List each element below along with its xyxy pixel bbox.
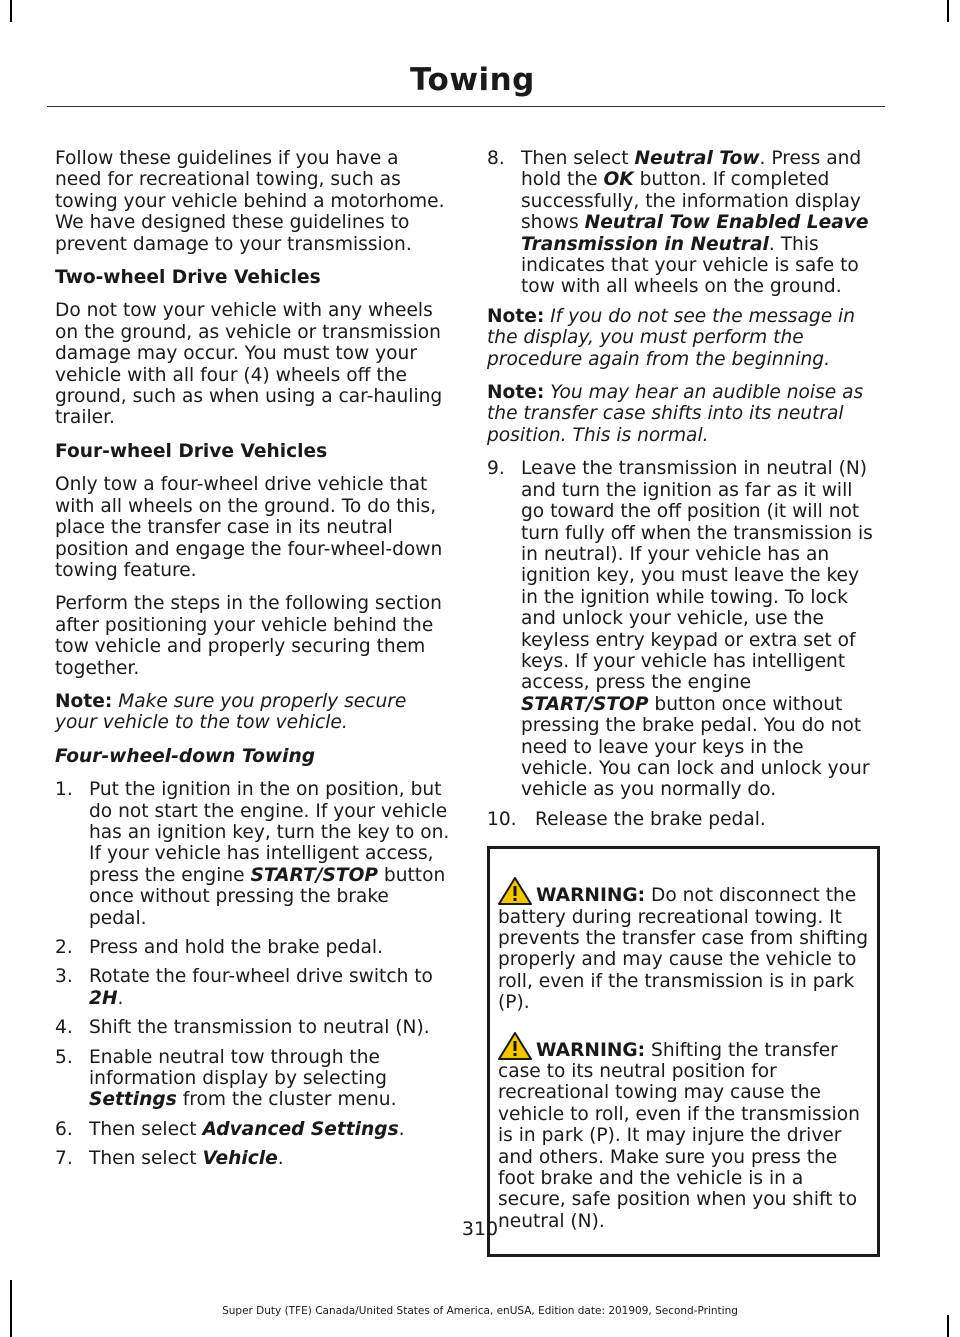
step-text	[521, 458, 880, 801]
step-number: 7.	[55, 1148, 73, 1170]
warning-paragraph	[498, 1032, 869, 1233]
header-divider	[47, 106, 885, 107]
step-emphasis: Vehicle	[202, 1148, 278, 1170]
crop-mark	[947, 1315, 949, 1337]
step-item	[55, 1148, 450, 1169]
step-text	[89, 1119, 450, 1140]
left-column	[55, 148, 450, 1178]
warning-triangle-icon	[498, 877, 532, 905]
step-text-part: Then select	[89, 1148, 203, 1170]
step-emphasis: Advanced Settings	[202, 1118, 399, 1140]
note-label: Note:	[487, 305, 545, 327]
warning-paragraph	[498, 877, 869, 1013]
page-title: Towing	[410, 62, 535, 98]
note-paragraph	[55, 691, 450, 734]
warning-triangle-icon	[498, 1032, 532, 1060]
step-item	[55, 1047, 450, 1111]
step-text-part: . Press and hold the	[521, 148, 862, 191]
warning-text: Shifting the transfer case to its neutral position for recreational towing may cause the vehicle to roll, even if the transmission is in park (P). It may injure the driver and others. Make sure you press the foot brake and the vehicle is in a secure, safe position when you shift to neutral (N).	[498, 1039, 860, 1232]
note-text: Make sure you properly secure your vehicle to the tow vehicle.	[55, 690, 407, 734]
warning-text: Do not disconnect the battery during recreational towing. It prevents the transfer case from shifting properly and may cause the vehicle to roll, even if the transmission is in park (P).	[498, 885, 869, 1014]
right-column	[487, 148, 880, 1257]
note-label: Note:	[487, 382, 545, 404]
step-text-part: from the cluster menu.	[176, 1089, 397, 1111]
note-text: You may hear an audible noise as the transfer case shifts into its neutral position. This is normal.	[487, 382, 864, 446]
step-text-part: Then select	[89, 1118, 203, 1140]
note-text: If you do not see the message in the display, you must perform the procedure again from the beginning.	[487, 305, 855, 370]
step-text-part: .	[277, 1148, 284, 1170]
step-emphasis: Settings	[89, 1089, 177, 1111]
warning-label: WARNING:	[536, 1039, 646, 1061]
step-text-part: . This indicates that your vehicle is safe to tow with all wheels on the ground.	[521, 233, 859, 298]
step-emphasis: START/STOP	[521, 693, 649, 715]
step-emphasis: Neutral Tow	[634, 148, 760, 169]
step-number: 9.	[487, 458, 505, 480]
step-item	[487, 809, 880, 830]
two-wheel-heading: Two-wheel Drive Vehicles	[55, 267, 321, 289]
step-item	[55, 1017, 450, 1038]
step-text-part: Then select	[521, 148, 635, 169]
step-item	[487, 148, 880, 298]
step-number: 4.	[55, 1017, 73, 1039]
step-number: 3.	[55, 966, 73, 988]
step-number: 2.	[55, 937, 73, 958]
step-text-part: Shift the transmission to neutral (N).	[89, 1017, 430, 1039]
step-text	[89, 1047, 450, 1111]
step-text	[521, 148, 880, 298]
step-text-part: button once without pressing the brake pedal. You do not need to leave your keys in the vehicle. You can lock and unlock your vehicle as you normally do.	[521, 693, 870, 801]
step-emphasis: Neutral Tow Enabled Leave Transmission in Neutral	[521, 212, 869, 255]
step-text	[89, 966, 450, 1009]
four-wheel-heading: Four-wheel Drive Vehicles	[55, 440, 328, 462]
step-emphasis: START/STOP	[250, 864, 379, 886]
note-paragraph	[487, 382, 880, 446]
step-text-part: Enable neutral tow through the information display by selecting	[89, 1046, 387, 1090]
step-number: 1.	[55, 779, 73, 801]
step-text-part: Leave the transmission in neutral (N) and turn the ignition as far as it will go toward the off position (it will not turn fully off when the transmission is in neutral). If your vehicle has an ignition key, you must leave the key in the ignition while towing. To lock and unlock your vehicle, use the keyless entry keypad or extra set of keys. If your vehicle has intelligent access, press the engine	[521, 458, 873, 694]
step-item	[55, 937, 450, 958]
perform-paragraph: Perform the steps in the following section after positioning your vehicle behind the tow vehicle and properly securing them together.	[55, 593, 442, 679]
step-text	[89, 937, 450, 958]
step-text	[89, 1148, 450, 1169]
step-text-part: .	[398, 1118, 405, 1140]
step-text-part: .	[117, 987, 124, 1009]
four-wheel-paragraph: Only tow a four-wheel drive vehicle that with all wheels on the ground. To do this, place the transfer case in its neutral position and engage the four-wheel-down towing feature.	[55, 474, 443, 581]
step-item	[55, 1119, 450, 1140]
step-text-part: button once without pressing the brake pedal.	[89, 864, 446, 929]
step-item	[55, 779, 450, 929]
step-emphasis: 2H	[89, 987, 118, 1009]
step-text-part: Put the ignition in the on position, but do not start the engine. If your vehicle has an ignition key, turn the key to on. If your vehicle has intelligent access, press the engine	[89, 779, 450, 886]
step-number: 8.	[487, 148, 505, 169]
warning-label: WARNING:	[536, 885, 646, 907]
step-number: 6.	[55, 1118, 73, 1140]
step-number: 5.	[55, 1046, 73, 1068]
step-text	[89, 1017, 450, 1038]
intro-paragraph: Follow these guidelines if you have a need for recreational towing, such as towing your vehicle behind a motorhome. We have designed these guidelines to prevent damage to your transmission.	[55, 148, 445, 255]
step-emphasis: OK	[603, 169, 634, 191]
edition-footer: Super Duty (TFE) Canada/United States of America, enUSA, Edition date: 201909, Second-Printing	[222, 1305, 738, 1317]
step-text	[89, 779, 450, 929]
step-text: Release the brake pedal.	[535, 808, 766, 830]
four-wheel-down-heading: Four-wheel-down Towing	[55, 745, 316, 767]
step-item	[487, 458, 880, 801]
crop-mark	[10, 0, 12, 22]
step-number: 10.	[487, 808, 517, 830]
step-text-part: Press and hold the brake pedal.	[89, 937, 384, 958]
crop-mark	[947, 0, 949, 22]
note-paragraph	[487, 306, 880, 370]
step-item	[55, 966, 450, 1009]
step-text-part: Rotate the four-wheel drive switch to	[89, 966, 433, 988]
step-text-part: button. If completed successfully, the information display shows	[521, 169, 861, 234]
page-number: 310	[461, 1218, 499, 1240]
warning-box	[487, 846, 880, 1257]
two-wheel-paragraph: Do not tow your vehicle with any wheels on the ground, as vehicle or transmission damage may occur. You must tow your vehicle with all four (4) wheels off the ground, such as when using a car-hauling trailer.	[55, 300, 443, 429]
note-label: Note:	[55, 690, 113, 712]
